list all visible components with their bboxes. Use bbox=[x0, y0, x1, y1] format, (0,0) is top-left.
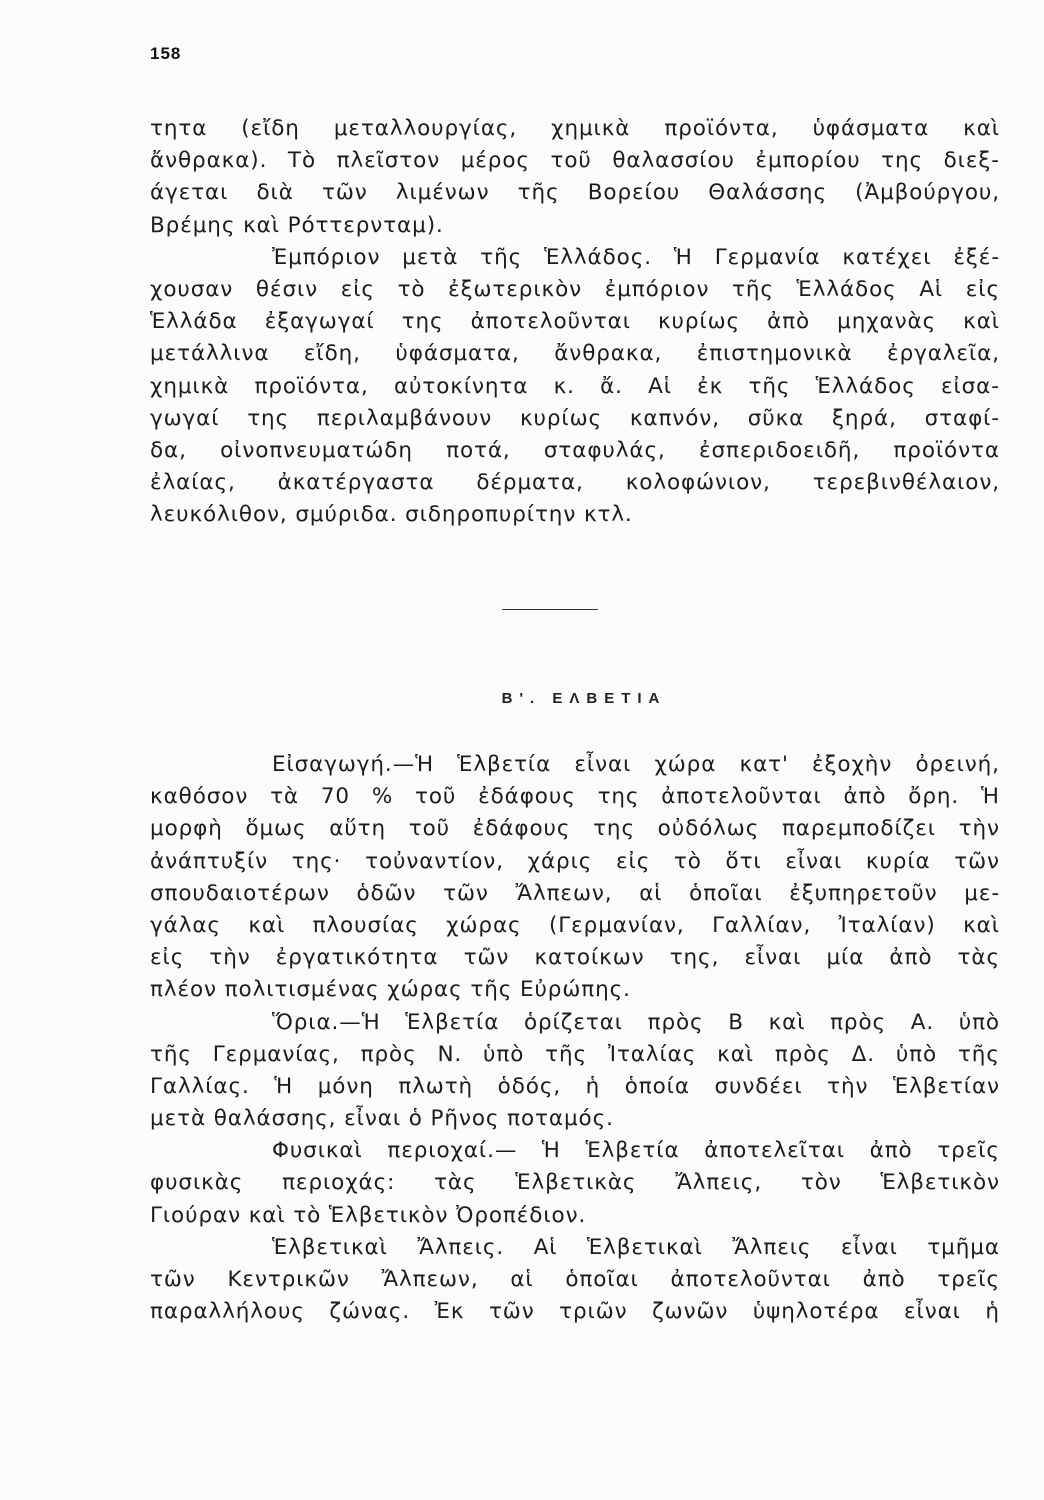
word: Εἰσαγωγή.—Ἡ bbox=[272, 752, 434, 777]
word: δα, bbox=[150, 437, 187, 463]
word: Γαλλίας. bbox=[150, 1073, 250, 1099]
word: μετάλλινα bbox=[150, 341, 270, 367]
word: θέσιν bbox=[255, 276, 319, 302]
word: Ἑλλάδος bbox=[796, 276, 897, 302]
word: τῆς bbox=[748, 373, 791, 399]
word: μέρος bbox=[460, 148, 530, 174]
word: σπουδαιοτέρων bbox=[150, 880, 330, 906]
text-line bbox=[150, 813, 1000, 845]
word: Ἑλλάδος. bbox=[544, 244, 652, 270]
word: ἀποτελοῦνται bbox=[470, 309, 631, 335]
word: τῆς bbox=[957, 1041, 1000, 1067]
word: ξηρά, bbox=[832, 405, 897, 431]
word: χώρας bbox=[446, 912, 522, 938]
word: Ἑλβετίαν bbox=[892, 1073, 1000, 1099]
word: ἡ bbox=[585, 1073, 601, 1099]
word: τὸ bbox=[673, 848, 702, 874]
word: Ἐκ bbox=[434, 1299, 465, 1325]
word: Δ. bbox=[851, 1041, 875, 1067]
word: ἀνάπτυξίν bbox=[150, 848, 269, 874]
text-line bbox=[150, 145, 1000, 177]
word: καὶ bbox=[717, 1041, 754, 1067]
word: τῆς bbox=[732, 276, 774, 302]
word: ἀποτελοῦνται bbox=[661, 784, 822, 810]
word: τητα bbox=[150, 116, 208, 141]
word: ὁποῖαι bbox=[689, 880, 763, 906]
word: τοὐναντίον, bbox=[365, 848, 504, 874]
word: ἐξαγωγαί bbox=[264, 309, 375, 335]
text-line bbox=[150, 846, 1000, 878]
word: της· bbox=[291, 848, 342, 874]
word: χάρις bbox=[527, 848, 593, 874]
word: μηχανὰς bbox=[837, 309, 937, 335]
word: τριῶν bbox=[559, 1299, 628, 1325]
word: Γερμανία bbox=[714, 244, 821, 270]
word: χημικὰ bbox=[150, 373, 230, 399]
word: ἐργατικότητα bbox=[275, 945, 439, 971]
word: Αἱ bbox=[533, 1234, 558, 1260]
text-line-heading-borders bbox=[150, 1007, 1000, 1039]
text-line bbox=[150, 306, 1000, 338]
word: χημικὰ bbox=[551, 116, 631, 141]
text-line bbox=[150, 403, 1000, 435]
word: Ἡ bbox=[980, 784, 1000, 810]
word: εἶναι bbox=[904, 1299, 961, 1325]
text-line-heading-introduction bbox=[150, 749, 1000, 781]
word: πρὸς bbox=[360, 1041, 417, 1067]
word: συνδέει bbox=[714, 1073, 803, 1099]
text-line bbox=[150, 781, 1000, 813]
word: ἐξωτερικὸν bbox=[448, 276, 583, 302]
word: της bbox=[593, 816, 635, 842]
word: καὶ bbox=[963, 116, 1000, 141]
word: Ἰταλίαν) bbox=[838, 912, 936, 938]
word: ἡ bbox=[985, 1299, 1000, 1325]
word: εἰς bbox=[340, 276, 375, 302]
word: ὑφάσματα, bbox=[395, 341, 520, 367]
word: προϊόντα bbox=[893, 437, 1000, 463]
word: τῶν bbox=[443, 880, 489, 906]
word: Ἑλβετικαὶ bbox=[587, 1234, 703, 1260]
text-line bbox=[150, 1071, 1000, 1103]
word: Ἡ bbox=[541, 1138, 561, 1164]
word: μετὰ bbox=[402, 244, 459, 270]
word: τερεβινθέλαιον, bbox=[812, 470, 1000, 496]
word: τὴν bbox=[958, 816, 1000, 842]
word: περιοχαί.— bbox=[387, 1138, 518, 1164]
word: Ν. bbox=[437, 1041, 463, 1067]
word: τὴν bbox=[209, 945, 251, 971]
text-line: Γιούραν καὶ τὸ Ἑλβετικὸν Ὀροπέδιον. bbox=[150, 1202, 587, 1228]
word: Θαλάσσης bbox=[708, 180, 827, 206]
word: πρὸς bbox=[830, 1009, 887, 1035]
word: καὶ bbox=[248, 912, 286, 938]
text-line: πλέον πολιτισμένας χώρας τῆς Εὐρώπης. bbox=[150, 977, 631, 1003]
word: εἶναι bbox=[574, 752, 632, 777]
word: Ἑλλάδος bbox=[815, 373, 916, 399]
word: τὰς bbox=[957, 945, 1000, 971]
word: τοῦ bbox=[408, 816, 451, 842]
word: μεταλλουργίας, bbox=[333, 116, 518, 141]
word: ἀποτελοῦνται bbox=[670, 1267, 831, 1292]
text-line bbox=[150, 1296, 1000, 1328]
text-line bbox=[150, 878, 1000, 910]
word: περιοχάς: bbox=[282, 1170, 396, 1196]
word: Ἄλπεων, bbox=[381, 1267, 479, 1292]
word: τὸ bbox=[397, 276, 426, 302]
word: της bbox=[247, 405, 290, 431]
word: ἐσπεριδοειδῆ, bbox=[698, 437, 861, 463]
word: μορφὴ bbox=[150, 816, 223, 842]
word: τρεῖς bbox=[937, 1267, 1000, 1292]
word: κυρία bbox=[865, 848, 931, 874]
word: τῆς bbox=[545, 1041, 588, 1067]
word: Ἄλπεις. bbox=[417, 1234, 505, 1260]
word: κατοίκων bbox=[534, 945, 645, 971]
word: ὑπὸ bbox=[483, 1041, 525, 1067]
word: ἐξοχὴν bbox=[812, 752, 893, 777]
text-line-heading-swiss-alps bbox=[150, 1232, 1000, 1264]
word: τῶν bbox=[322, 180, 368, 206]
word: αὐτοκίνητα bbox=[393, 373, 529, 399]
word: τμῆμα bbox=[927, 1234, 1000, 1260]
word: διεξ- bbox=[943, 148, 1000, 174]
text-line bbox=[150, 338, 1000, 370]
word: ὁποία bbox=[624, 1073, 690, 1099]
word: εἶναι bbox=[840, 1234, 898, 1260]
word: Ἰταλίας bbox=[607, 1041, 697, 1067]
word: ποτά, bbox=[446, 437, 511, 463]
word: ἐξέ- bbox=[953, 244, 1000, 270]
word: Ἑλβετία bbox=[457, 752, 552, 777]
word: εἰς bbox=[616, 848, 651, 874]
word: αὕτη bbox=[329, 816, 387, 842]
word: παρεμποδίζει bbox=[781, 816, 936, 842]
word: φυσικὰς bbox=[150, 1170, 244, 1196]
word: της bbox=[597, 784, 640, 810]
word: % bbox=[371, 784, 394, 810]
word: πρὸς bbox=[647, 1009, 704, 1035]
word: ἐμπορίου bbox=[755, 148, 861, 174]
word: καὶ bbox=[768, 1009, 806, 1035]
text-line bbox=[150, 910, 1000, 942]
word: ἀπὸ bbox=[869, 1138, 913, 1164]
word: θαλασσίου bbox=[612, 148, 735, 174]
word: Φυσικαὶ bbox=[272, 1138, 363, 1164]
word: τῶν bbox=[954, 848, 1000, 874]
word: ἐδάφους bbox=[478, 784, 576, 810]
word: της bbox=[881, 148, 924, 174]
word: Ἑλβετία bbox=[405, 1009, 500, 1035]
word: ἀκατέργαστα bbox=[277, 470, 435, 496]
word: προϊόντα, bbox=[254, 373, 369, 399]
word: διὰ bbox=[256, 180, 294, 206]
word: εἶναι bbox=[785, 848, 843, 874]
word: ὁρίζεται bbox=[523, 1009, 623, 1035]
word: καθόσον bbox=[150, 784, 249, 810]
text-line: Βρέμης καὶ Ρόττερνταμ). bbox=[150, 212, 444, 238]
word: ὑπὸ bbox=[895, 1041, 938, 1067]
word: καὶ bbox=[963, 912, 1000, 938]
word: τὰ bbox=[270, 784, 299, 810]
word: ἀποτελεῖται bbox=[704, 1138, 845, 1164]
word: ὑφάσματα bbox=[812, 116, 930, 141]
word: χουσαν bbox=[150, 276, 234, 302]
word: Α. bbox=[910, 1009, 935, 1035]
word: ὁδός, bbox=[497, 1073, 562, 1099]
word: εἶναι bbox=[744, 945, 802, 971]
word: αἱ bbox=[639, 880, 663, 906]
word: κυρίως bbox=[657, 309, 741, 335]
text-before-section bbox=[150, 113, 1000, 531]
word: ὅτι bbox=[725, 848, 762, 874]
word: προϊόντα, bbox=[664, 116, 779, 141]
word: Ἑλβετικαὶ bbox=[272, 1234, 388, 1260]
word: Ἄλπεων, bbox=[515, 880, 613, 906]
page-number: 158 bbox=[150, 44, 182, 63]
text-line bbox=[150, 1167, 1000, 1199]
section-divider bbox=[502, 609, 598, 610]
text-line bbox=[150, 371, 1000, 403]
word: ἀπὸ bbox=[862, 1267, 906, 1292]
word: Τὸ bbox=[287, 148, 317, 174]
word: κολοφώνιον, bbox=[625, 470, 771, 496]
word: μία bbox=[826, 945, 865, 971]
word: ἀπὸ bbox=[889, 945, 933, 971]
word: τῶν bbox=[463, 945, 510, 971]
word: χώρα bbox=[654, 752, 717, 777]
word: εἴδη, bbox=[303, 341, 361, 367]
text-line bbox=[150, 1264, 1000, 1296]
text-line bbox=[150, 942, 1000, 974]
word: ὄρη. bbox=[908, 784, 960, 810]
word: οὐδόλως bbox=[657, 816, 760, 842]
word: Ἑλβετία bbox=[585, 1138, 680, 1164]
word: της bbox=[401, 309, 444, 335]
word: σταφί- bbox=[924, 405, 1000, 431]
text-line: μετὰ θαλάσσης, εἶναι ὁ Ρῆνος ποταμός. bbox=[150, 1106, 614, 1132]
word: γάλας bbox=[150, 912, 221, 938]
word: τῆς bbox=[480, 244, 523, 270]
word: ζώνας. bbox=[329, 1299, 411, 1325]
text-line bbox=[150, 113, 1000, 145]
word: ἐπιστημονικὰ bbox=[696, 341, 853, 367]
word: κ. bbox=[553, 373, 575, 399]
word: Ἑλλάδα bbox=[150, 309, 238, 335]
text-after-section bbox=[150, 749, 1000, 1328]
word: ἐμπόριον bbox=[604, 276, 710, 302]
word: (Ἀμβούργου, bbox=[855, 180, 1000, 206]
word: ἀπὸ bbox=[767, 309, 811, 335]
word: Αἱ bbox=[919, 276, 944, 302]
word: Βορείου bbox=[587, 180, 681, 206]
word: εἰσα- bbox=[940, 373, 1000, 399]
word: τῶν bbox=[150, 1267, 196, 1292]
word: της, bbox=[669, 945, 720, 971]
section-title: Β'. ΕΛΒΕΤΙΑ bbox=[501, 690, 667, 707]
word: τῆς bbox=[517, 180, 560, 206]
word: καπνόν, bbox=[629, 405, 720, 431]
word: μόνη bbox=[317, 1073, 374, 1099]
word: Ὅρια.—Ἡ bbox=[272, 1009, 381, 1035]
text-line bbox=[150, 177, 1000, 209]
word: 70 bbox=[320, 784, 350, 810]
word: ἐδάφους bbox=[472, 816, 571, 842]
word: ὁδῶν bbox=[356, 880, 417, 906]
word: οἰνοπνευματώδη bbox=[220, 437, 413, 463]
word: Β bbox=[728, 1009, 744, 1035]
word: πρὸς bbox=[774, 1041, 831, 1067]
text-line-heading-natural-regions bbox=[150, 1135, 1000, 1167]
text-line-heading-commerce-with-greece bbox=[150, 242, 1000, 274]
word: Ἡ bbox=[274, 1073, 294, 1099]
word: τοῦ bbox=[550, 148, 592, 174]
word: εἰς bbox=[965, 276, 1000, 302]
word: ὅμως bbox=[245, 816, 307, 842]
word: Γαλλίαν, bbox=[712, 912, 812, 938]
word: πλουσίας bbox=[312, 912, 419, 938]
word: Ἐμπόριον bbox=[272, 244, 381, 270]
word: λιμένων bbox=[395, 180, 490, 206]
word: τὰς bbox=[434, 1170, 477, 1196]
word: Γερμανίας, bbox=[212, 1041, 340, 1067]
word: εἰς bbox=[150, 945, 185, 971]
text-line bbox=[150, 274, 1000, 306]
word: δέρματα, bbox=[476, 470, 584, 496]
word: κυρίως bbox=[519, 405, 603, 431]
word: ἐλαίας, bbox=[150, 470, 236, 496]
word: καὶ bbox=[963, 309, 1000, 335]
text-line: λευκόλιθον, σμύριδα. σιδηροπυρίτην κτλ. bbox=[150, 502, 633, 528]
word: ὁποῖαι bbox=[565, 1267, 639, 1292]
word: τοῦ bbox=[415, 784, 457, 810]
word: πλωτὴ bbox=[398, 1073, 474, 1099]
word: Αἱ bbox=[648, 373, 672, 399]
text-line bbox=[150, 435, 1000, 467]
word: Ἄλπεις, bbox=[675, 1170, 763, 1196]
word: άγεται bbox=[150, 180, 229, 206]
word: (Γερμανίαν, bbox=[548, 912, 685, 938]
word: Κεντρικῶν bbox=[227, 1267, 350, 1292]
word: ἐκ bbox=[697, 373, 724, 399]
word: τρεῖς bbox=[937, 1138, 1000, 1164]
word: γωγαί bbox=[150, 405, 220, 431]
word: περιλαμβάνουν bbox=[316, 405, 493, 431]
word: Ἑλβετικὰς bbox=[515, 1170, 637, 1196]
word: αἱ bbox=[510, 1267, 534, 1292]
word: τῶν bbox=[488, 1299, 535, 1325]
word: τῆς bbox=[150, 1041, 192, 1067]
word: κατέχει bbox=[842, 244, 932, 270]
word: Ἄλπεις bbox=[732, 1234, 812, 1260]
word: ζωνῶν bbox=[652, 1299, 729, 1325]
word: τὸν bbox=[800, 1170, 842, 1196]
word: κατ' bbox=[739, 752, 789, 777]
word: ἐξυπηρετοῦν bbox=[789, 880, 938, 906]
text-line bbox=[150, 1039, 1000, 1071]
word: σταφυλάς, bbox=[543, 437, 666, 463]
word: παραλλήλους bbox=[150, 1299, 305, 1325]
text-line bbox=[150, 467, 1000, 499]
word: τὴν bbox=[827, 1073, 869, 1099]
word: ἐργαλεῖα, bbox=[887, 341, 1000, 367]
word: ἄνθρακα). bbox=[150, 148, 268, 174]
word: σῦκα bbox=[747, 405, 805, 431]
word: (εἴδη bbox=[241, 116, 300, 141]
word: πλεῖστον bbox=[336, 148, 441, 174]
word: Ἑλβετικὸν bbox=[880, 1170, 1000, 1196]
word: ὑπὸ bbox=[958, 1009, 1000, 1035]
word: ἄ. bbox=[600, 373, 623, 399]
word: ἀπὸ bbox=[843, 784, 887, 810]
word: ὀρεινή, bbox=[915, 752, 1000, 777]
word: Ἡ bbox=[673, 244, 693, 270]
word: ἄνθρακα, bbox=[554, 341, 663, 367]
word: με- bbox=[964, 880, 1000, 906]
word: ὑψηλοτέρα bbox=[752, 1299, 880, 1325]
